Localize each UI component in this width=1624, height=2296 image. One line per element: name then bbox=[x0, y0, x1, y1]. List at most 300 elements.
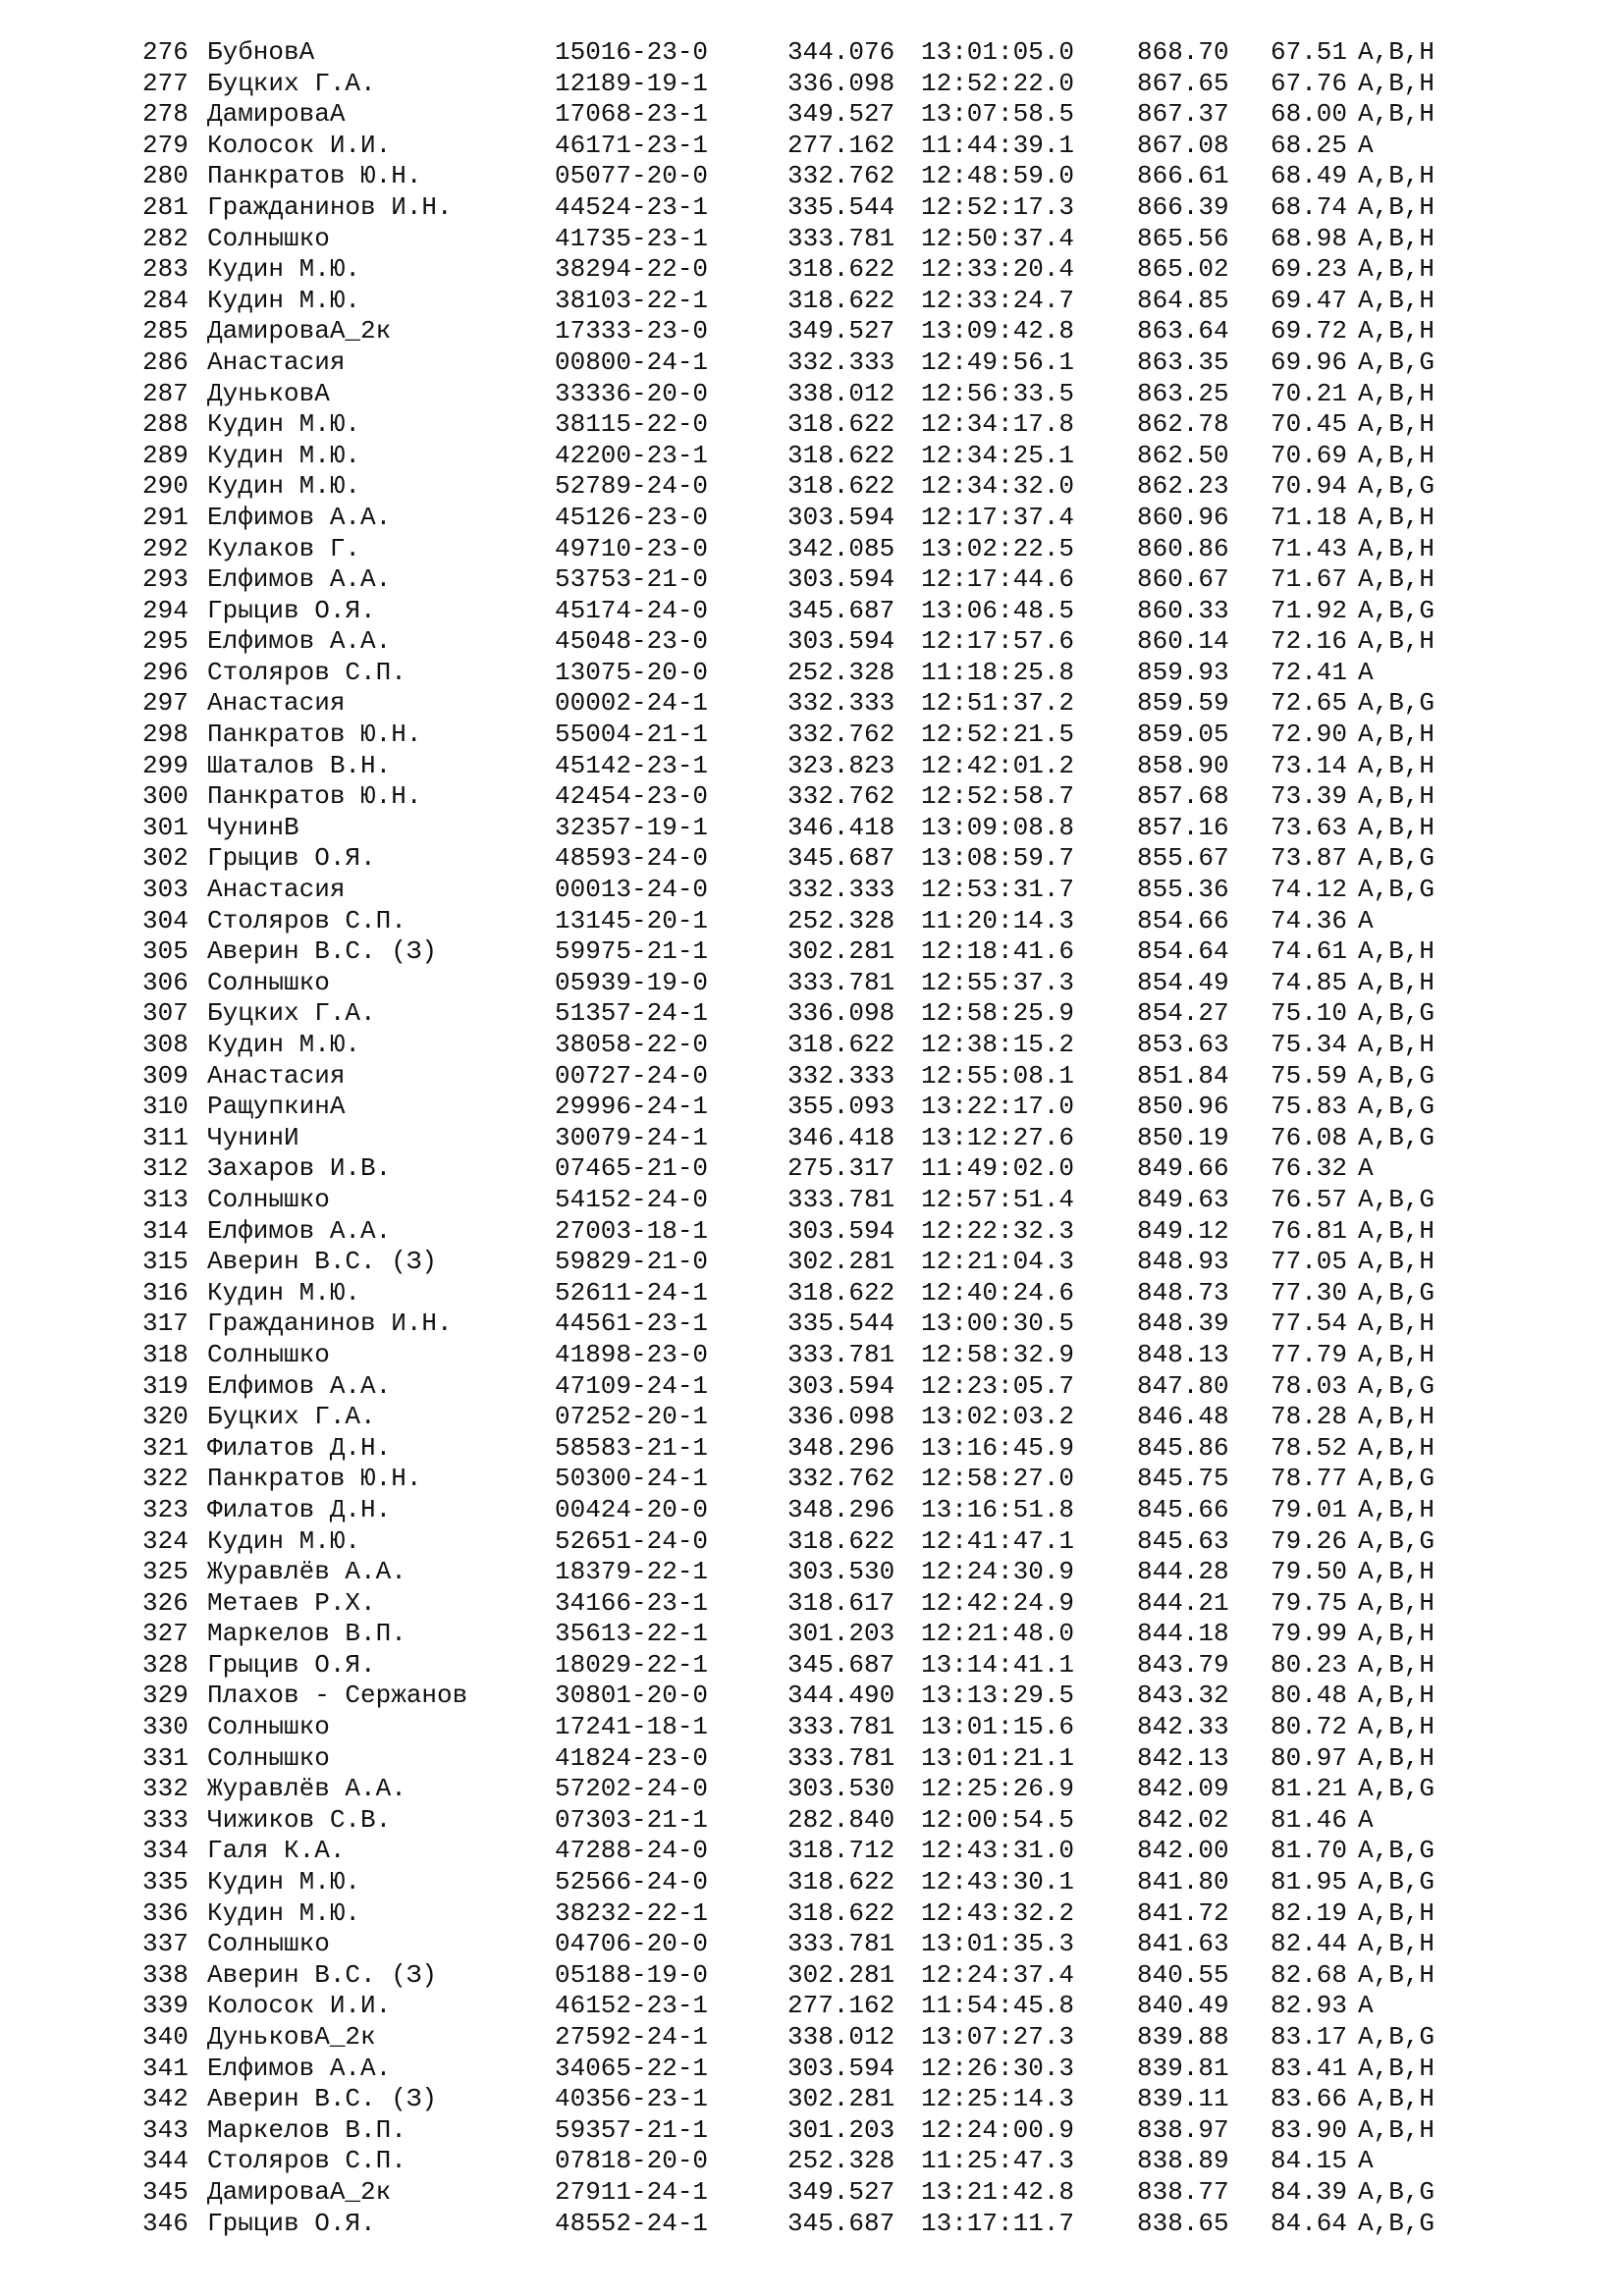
fancier-name-cell: Елфимов А.А. bbox=[207, 1215, 392, 1246]
ring-number-cell: 07818-20-0 bbox=[555, 2146, 709, 2176]
speed-cell: 840.49 bbox=[1137, 1991, 1229, 2021]
table-row bbox=[0, 224, 1624, 255]
distance-cell: 318.622 bbox=[787, 1277, 895, 1308]
arrival-time-cell: 13:22:17.0 bbox=[921, 1092, 1075, 1122]
arrival-time-cell: 12:17:44.6 bbox=[921, 564, 1075, 595]
ring-number-cell: 49710-23-0 bbox=[555, 533, 709, 563]
ring-number-cell: 38294-22-0 bbox=[555, 254, 709, 285]
ring-number-cell: 44524-23-1 bbox=[555, 191, 709, 222]
table-row bbox=[0, 1278, 1624, 1309]
category-flags-cell: A,B,H bbox=[1358, 99, 1435, 130]
rank-cell: 339 bbox=[142, 1991, 189, 2021]
ring-number-cell: 04706-20-0 bbox=[555, 1929, 709, 1959]
arrival-time-cell: 11:20:14.3 bbox=[921, 905, 1075, 935]
rank-cell: 319 bbox=[142, 1370, 189, 1401]
distance-cell: 303.594 bbox=[787, 1370, 895, 1401]
fancier-name-cell: Аверин В.С. (З) bbox=[207, 936, 438, 967]
distance-cell: 303.530 bbox=[787, 1557, 895, 1587]
rank-cell: 337 bbox=[142, 1929, 189, 1959]
table-row bbox=[0, 1526, 1624, 1558]
fancier-name-cell: Панкратов Ю.Н. bbox=[207, 720, 422, 750]
rank-cell: 300 bbox=[142, 781, 189, 812]
distance-cell: 318.617 bbox=[787, 1587, 895, 1618]
fancier-name-cell: Грыцив О.Я. bbox=[207, 595, 376, 625]
speed-cell: 838.89 bbox=[1137, 2146, 1229, 2176]
arrival-time-cell: 13:08:59.7 bbox=[921, 843, 1075, 874]
arrival-time-cell: 13:01:05.0 bbox=[921, 37, 1075, 67]
arrival-time-cell: 12:42:24.9 bbox=[921, 1587, 1075, 1618]
arrival-time-cell: 11:49:02.0 bbox=[921, 1153, 1075, 1184]
points-cell: 74.61 bbox=[1271, 936, 1348, 967]
speed-cell: 864.85 bbox=[1137, 285, 1229, 315]
table-row bbox=[0, 1650, 1624, 1682]
arrival-time-cell: 12:24:30.9 bbox=[921, 1557, 1075, 1587]
fancier-name-cell: Елфимов А.А. bbox=[207, 626, 392, 657]
table-row bbox=[0, 1371, 1624, 1403]
ring-number-cell: 30079-24-1 bbox=[555, 1122, 709, 1152]
speed-cell: 839.88 bbox=[1137, 2022, 1229, 2052]
rank-cell: 331 bbox=[142, 1742, 189, 1773]
fancier-name-cell: Анастасия bbox=[207, 688, 346, 719]
category-flags-cell: A,B,H bbox=[1358, 720, 1435, 750]
points-cell: 83.17 bbox=[1271, 2022, 1348, 2052]
distance-cell: 318.622 bbox=[787, 1867, 895, 1897]
arrival-time-cell: 12:21:48.0 bbox=[921, 1619, 1075, 1649]
points-cell: 84.39 bbox=[1271, 2176, 1348, 2207]
table-row bbox=[0, 1743, 1624, 1775]
arrival-time-cell: 13:06:48.5 bbox=[921, 595, 1075, 625]
table-row bbox=[0, 534, 1624, 565]
rank-cell: 326 bbox=[142, 1587, 189, 1618]
distance-cell: 301.203 bbox=[787, 2114, 895, 2145]
speed-cell: 845.66 bbox=[1137, 1494, 1229, 1524]
ring-number-cell: 05077-20-0 bbox=[555, 161, 709, 191]
category-flags-cell: A,B,H bbox=[1358, 1557, 1435, 1587]
category-flags-cell: A,B,G bbox=[1358, 875, 1435, 905]
rank-cell: 336 bbox=[142, 1897, 189, 1928]
points-cell: 68.49 bbox=[1271, 161, 1348, 191]
speed-cell: 857.68 bbox=[1137, 781, 1229, 812]
category-flags-cell: A,B,G bbox=[1358, 1464, 1435, 1494]
points-cell: 69.47 bbox=[1271, 285, 1348, 315]
ring-number-cell: 27003-18-1 bbox=[555, 1215, 709, 1246]
arrival-time-cell: 12:48:59.0 bbox=[921, 161, 1075, 191]
fancier-name-cell: БубновА bbox=[207, 37, 315, 67]
table-row bbox=[0, 1153, 1624, 1185]
speed-cell: 860.67 bbox=[1137, 564, 1229, 595]
points-cell: 71.43 bbox=[1271, 533, 1348, 563]
distance-cell: 345.687 bbox=[787, 595, 895, 625]
points-cell: 75.59 bbox=[1271, 1060, 1348, 1091]
fancier-name-cell: Столяров С.П. bbox=[207, 905, 406, 935]
speed-cell: 867.65 bbox=[1137, 68, 1229, 98]
speed-cell: 841.72 bbox=[1137, 1897, 1229, 1928]
fancier-name-cell: Метаев Р.Х. bbox=[207, 1587, 376, 1618]
category-flags-cell: A,B,G bbox=[1358, 1867, 1435, 1897]
points-cell: 83.66 bbox=[1271, 2084, 1348, 2114]
table-row bbox=[0, 1061, 1624, 1093]
table-row bbox=[0, 1619, 1624, 1650]
points-cell: 79.75 bbox=[1271, 1587, 1348, 1618]
points-cell: 73.87 bbox=[1271, 843, 1348, 874]
fancier-name-cell: ДамироваА_2к bbox=[207, 2176, 392, 2207]
points-cell: 74.36 bbox=[1271, 905, 1348, 935]
table-row bbox=[0, 254, 1624, 286]
ring-number-cell: 52651-24-0 bbox=[555, 1525, 709, 1556]
distance-cell: 348.296 bbox=[787, 1432, 895, 1463]
ring-number-cell: 05188-19-0 bbox=[555, 1959, 709, 1990]
distance-cell: 333.781 bbox=[787, 967, 895, 997]
speed-cell: 854.49 bbox=[1137, 967, 1229, 997]
fancier-name-cell: Елфимов А.А. bbox=[207, 2053, 392, 2083]
ring-number-cell: 38103-22-1 bbox=[555, 285, 709, 315]
distance-cell: 336.098 bbox=[787, 998, 895, 1029]
ring-number-cell: 47109-24-1 bbox=[555, 1370, 709, 1401]
arrival-time-cell: 12:49:56.1 bbox=[921, 347, 1075, 377]
arrival-time-cell: 12:52:17.3 bbox=[921, 191, 1075, 222]
ring-number-cell: 07465-21-0 bbox=[555, 1153, 709, 1184]
points-cell: 74.85 bbox=[1271, 967, 1348, 997]
rank-cell: 302 bbox=[142, 843, 189, 874]
speed-cell: 860.86 bbox=[1137, 533, 1229, 563]
ring-number-cell: 30801-20-0 bbox=[555, 1681, 709, 1711]
rank-cell: 309 bbox=[142, 1060, 189, 1091]
fancier-name-cell: Столяров С.П. bbox=[207, 2146, 406, 2176]
points-cell: 80.48 bbox=[1271, 1681, 1348, 1711]
points-cell: 84.15 bbox=[1271, 2146, 1348, 2176]
arrival-time-cell: 12:25:26.9 bbox=[921, 1774, 1075, 1804]
points-cell: 79.50 bbox=[1271, 1557, 1348, 1587]
rank-cell: 299 bbox=[142, 750, 189, 780]
ring-number-cell: 18379-22-1 bbox=[555, 1557, 709, 1587]
category-flags-cell: A,B,G bbox=[1358, 1184, 1435, 1214]
table-row bbox=[0, 316, 1624, 347]
table-row bbox=[0, 37, 1624, 69]
speed-cell: 855.36 bbox=[1137, 875, 1229, 905]
rank-cell: 332 bbox=[142, 1774, 189, 1804]
speed-cell: 845.86 bbox=[1137, 1432, 1229, 1463]
rank-cell: 298 bbox=[142, 720, 189, 750]
distance-cell: 252.328 bbox=[787, 657, 895, 687]
category-flags-cell: A,B,G bbox=[1358, 688, 1435, 719]
table-row bbox=[0, 192, 1624, 224]
fancier-name-cell: ДуньковА bbox=[207, 378, 330, 408]
ring-number-cell: 50300-24-1 bbox=[555, 1464, 709, 1494]
speed-cell: 853.63 bbox=[1137, 1030, 1229, 1059]
category-flags-cell: A,B,H bbox=[1358, 223, 1435, 253]
rank-cell: 307 bbox=[142, 998, 189, 1029]
table-row bbox=[0, 626, 1624, 658]
ring-number-cell: 48593-24-0 bbox=[555, 843, 709, 874]
ring-number-cell: 38232-22-1 bbox=[555, 1897, 709, 1928]
distance-cell: 333.781 bbox=[787, 1712, 895, 1742]
fancier-name-cell: Солнышко bbox=[207, 223, 330, 253]
speed-cell: 866.61 bbox=[1137, 161, 1229, 191]
table-row bbox=[0, 843, 1624, 875]
category-flags-cell: A,B,G bbox=[1358, 595, 1435, 625]
fancier-name-cell: Солнышко bbox=[207, 967, 330, 997]
category-flags-cell: A bbox=[1358, 1804, 1374, 1835]
fancier-name-cell: Солнышко bbox=[207, 1929, 330, 1959]
results-table bbox=[0, 37, 1624, 2239]
ring-number-cell: 27911-24-1 bbox=[555, 2176, 709, 2207]
category-flags-cell: A,B,H bbox=[1358, 440, 1435, 470]
distance-cell: 318.622 bbox=[787, 1897, 895, 1928]
ring-number-cell: 44561-23-1 bbox=[555, 1308, 709, 1339]
fancier-name-cell: Панкратов Ю.Н. bbox=[207, 1464, 422, 1494]
speed-cell: 842.09 bbox=[1137, 1774, 1229, 1804]
table-row bbox=[0, 1774, 1624, 1805]
arrival-time-cell: 12:25:14.3 bbox=[921, 2084, 1075, 2114]
distance-cell: 318.622 bbox=[787, 1030, 895, 1059]
category-flags-cell: A,B,H bbox=[1358, 1742, 1435, 1773]
arrival-time-cell: 12:43:32.2 bbox=[921, 1897, 1075, 1928]
category-flags-cell: A,B,H bbox=[1358, 1215, 1435, 1246]
arrival-time-cell: 12:41:47.1 bbox=[921, 1525, 1075, 1556]
speed-cell: 842.00 bbox=[1137, 1836, 1229, 1866]
fancier-name-cell: Кудин М.Ю. bbox=[207, 1030, 361, 1059]
ring-number-cell: 41735-23-1 bbox=[555, 223, 709, 253]
ring-number-cell: 35613-22-1 bbox=[555, 1619, 709, 1649]
category-flags-cell: A,B,H bbox=[1358, 1712, 1435, 1742]
rank-cell: 322 bbox=[142, 1464, 189, 1494]
speed-cell: 841.80 bbox=[1137, 1867, 1229, 1897]
rank-cell: 343 bbox=[142, 2114, 189, 2145]
category-flags-cell: A,B,G bbox=[1358, 2022, 1435, 2052]
arrival-time-cell: 13:16:51.8 bbox=[921, 1494, 1075, 1524]
speed-cell: 842.02 bbox=[1137, 1804, 1229, 1835]
points-cell: 84.64 bbox=[1271, 2208, 1348, 2238]
table-row bbox=[0, 1867, 1624, 1898]
fancier-name-cell: Анастасия bbox=[207, 875, 346, 905]
category-flags-cell: A,B,G bbox=[1358, 998, 1435, 1029]
points-cell: 68.00 bbox=[1271, 99, 1348, 130]
points-cell: 81.95 bbox=[1271, 1867, 1348, 1897]
ring-number-cell: 42454-23-0 bbox=[555, 781, 709, 812]
category-flags-cell: A,B,H bbox=[1358, 285, 1435, 315]
ring-number-cell: 07303-21-1 bbox=[555, 1804, 709, 1835]
distance-cell: 349.527 bbox=[787, 2176, 895, 2207]
arrival-time-cell: 12:17:37.4 bbox=[921, 502, 1075, 532]
arrival-time-cell: 11:44:39.1 bbox=[921, 130, 1075, 160]
category-flags-cell: A,B,G bbox=[1358, 347, 1435, 377]
category-flags-cell: A bbox=[1358, 130, 1374, 160]
speed-cell: 844.18 bbox=[1137, 1619, 1229, 1649]
rank-cell: 306 bbox=[142, 967, 189, 997]
table-row bbox=[0, 1681, 1624, 1712]
points-cell: 69.96 bbox=[1271, 347, 1348, 377]
distance-cell: 333.781 bbox=[787, 1339, 895, 1369]
points-cell: 72.41 bbox=[1271, 657, 1348, 687]
speed-cell: 863.25 bbox=[1137, 378, 1229, 408]
rank-cell: 312 bbox=[142, 1153, 189, 1184]
fancier-name-cell: Солнышко bbox=[207, 1742, 330, 1773]
arrival-time-cell: 13:07:58.5 bbox=[921, 99, 1075, 130]
ring-number-cell: 41898-23-0 bbox=[555, 1339, 709, 1369]
speed-cell: 846.48 bbox=[1137, 1402, 1229, 1432]
table-row bbox=[0, 1557, 1624, 1588]
points-cell: 79.26 bbox=[1271, 1525, 1348, 1556]
points-cell: 81.70 bbox=[1271, 1836, 1348, 1866]
arrival-time-cell: 12:42:01.2 bbox=[921, 750, 1075, 780]
ring-number-cell: 17333-23-0 bbox=[555, 316, 709, 347]
table-row bbox=[0, 347, 1624, 379]
category-flags-cell: A,B,H bbox=[1358, 781, 1435, 812]
arrival-time-cell: 11:18:25.8 bbox=[921, 657, 1075, 687]
category-flags-cell: A,B,H bbox=[1358, 1929, 1435, 1959]
rank-cell: 321 bbox=[142, 1432, 189, 1463]
table-row bbox=[0, 1123, 1624, 1154]
rank-cell: 296 bbox=[142, 657, 189, 687]
table-row bbox=[0, 688, 1624, 720]
arrival-time-cell: 12:58:32.9 bbox=[921, 1339, 1075, 1369]
rank-cell: 295 bbox=[142, 626, 189, 657]
distance-cell: 282.840 bbox=[787, 1804, 895, 1835]
fancier-name-cell: Грыцив О.Я. bbox=[207, 2208, 376, 2238]
fancier-name-cell: Гражданинов И.Н. bbox=[207, 1308, 453, 1339]
ring-number-cell: 00002-24-1 bbox=[555, 688, 709, 719]
table-row bbox=[0, 379, 1624, 410]
arrival-time-cell: 12:56:33.5 bbox=[921, 378, 1075, 408]
table-row bbox=[0, 409, 1624, 441]
rank-cell: 293 bbox=[142, 564, 189, 595]
rank-cell: 283 bbox=[142, 254, 189, 285]
speed-cell: 845.63 bbox=[1137, 1525, 1229, 1556]
ring-number-cell: 52566-24-0 bbox=[555, 1867, 709, 1897]
speed-cell: 858.90 bbox=[1137, 750, 1229, 780]
speed-cell: 859.59 bbox=[1137, 688, 1229, 719]
distance-cell: 333.781 bbox=[787, 1742, 895, 1773]
distance-cell: 252.328 bbox=[787, 2146, 895, 2176]
distance-cell: 345.687 bbox=[787, 2208, 895, 2238]
table-row bbox=[0, 564, 1624, 596]
table-row bbox=[0, 1960, 1624, 1992]
points-cell: 70.21 bbox=[1271, 378, 1348, 408]
points-cell: 72.16 bbox=[1271, 626, 1348, 657]
fancier-name-cell: ДамироваА bbox=[207, 99, 346, 130]
speed-cell: 850.19 bbox=[1137, 1122, 1229, 1152]
ring-number-cell: 47288-24-0 bbox=[555, 1836, 709, 1866]
table-row bbox=[0, 2054, 1624, 2085]
points-cell: 77.54 bbox=[1271, 1308, 1348, 1339]
category-flags-cell: A,B,H bbox=[1358, 812, 1435, 842]
rank-cell: 344 bbox=[142, 2146, 189, 2176]
category-flags-cell: A,B,G bbox=[1358, 1836, 1435, 1866]
arrival-time-cell: 12:52:21.5 bbox=[921, 720, 1075, 750]
speed-cell: 849.63 bbox=[1137, 1184, 1229, 1214]
fancier-name-cell: Солнышко bbox=[207, 1339, 330, 1369]
category-flags-cell: A,B,H bbox=[1358, 161, 1435, 191]
arrival-time-cell: 13:21:42.8 bbox=[921, 2176, 1075, 2207]
fancier-name-cell: ДуньковА_2к bbox=[207, 2022, 376, 2052]
speed-cell: 868.70 bbox=[1137, 37, 1229, 67]
category-flags-cell: A bbox=[1358, 657, 1374, 687]
category-flags-cell: A,B,H bbox=[1358, 378, 1435, 408]
fancier-name-cell: Плахов - Сержанов bbox=[207, 1681, 468, 1711]
rank-cell: 324 bbox=[142, 1525, 189, 1556]
table-row bbox=[0, 1898, 1624, 1930]
rank-cell: 341 bbox=[142, 2053, 189, 2083]
table-row bbox=[0, 69, 1624, 100]
arrival-time-cell: 12:55:37.3 bbox=[921, 967, 1075, 997]
distance-cell: 318.622 bbox=[787, 409, 895, 440]
distance-cell: 301.203 bbox=[787, 1619, 895, 1649]
table-row bbox=[0, 906, 1624, 937]
speed-cell: 854.64 bbox=[1137, 936, 1229, 967]
distance-cell: 275.317 bbox=[787, 1153, 895, 1184]
speed-cell: 860.14 bbox=[1137, 626, 1229, 657]
fancier-name-cell: Захаров И.В. bbox=[207, 1153, 392, 1184]
fancier-name-cell: Журавлёв А.А. bbox=[207, 1557, 406, 1587]
ring-number-cell: 45048-23-0 bbox=[555, 626, 709, 657]
distance-cell: 332.762 bbox=[787, 161, 895, 191]
arrival-time-cell: 12:18:41.6 bbox=[921, 936, 1075, 967]
points-cell: 82.93 bbox=[1271, 1991, 1348, 2021]
points-cell: 81.21 bbox=[1271, 1774, 1348, 1804]
rank-cell: 316 bbox=[142, 1277, 189, 1308]
category-flags-cell: A,B,H bbox=[1358, 2084, 1435, 2114]
rank-cell: 317 bbox=[142, 1308, 189, 1339]
ring-number-cell: 59357-21-1 bbox=[555, 2114, 709, 2145]
fancier-name-cell: Елфимов А.А. bbox=[207, 1370, 392, 1401]
distance-cell: 332.762 bbox=[787, 781, 895, 812]
fancier-name-cell: Солнышко bbox=[207, 1712, 330, 1742]
table-row bbox=[0, 1402, 1624, 1433]
fancier-name-cell: Журавлёв А.А. bbox=[207, 1774, 406, 1804]
speed-cell: 842.13 bbox=[1137, 1742, 1229, 1773]
arrival-time-cell: 12:33:24.7 bbox=[921, 285, 1075, 315]
points-cell: 68.74 bbox=[1271, 191, 1348, 222]
fancier-name-cell: Столяров С.П. bbox=[207, 657, 406, 687]
fancier-name-cell: Аверин В.С. (З) bbox=[207, 1959, 438, 1990]
distance-cell: 346.418 bbox=[787, 1122, 895, 1152]
distance-cell: 252.328 bbox=[787, 905, 895, 935]
rank-cell: 320 bbox=[142, 1402, 189, 1432]
table-row bbox=[0, 1247, 1624, 1278]
rank-cell: 291 bbox=[142, 502, 189, 532]
points-cell: 82.44 bbox=[1271, 1929, 1348, 1959]
distance-cell: 344.076 bbox=[787, 37, 895, 67]
rank-cell: 325 bbox=[142, 1557, 189, 1587]
table-row bbox=[0, 161, 1624, 192]
distance-cell: 303.594 bbox=[787, 564, 895, 595]
distance-cell: 345.687 bbox=[787, 843, 895, 874]
table-row bbox=[0, 1216, 1624, 1248]
arrival-time-cell: 13:09:42.8 bbox=[921, 316, 1075, 347]
category-flags-cell: A,B,G bbox=[1358, 843, 1435, 874]
speed-cell: 860.33 bbox=[1137, 595, 1229, 625]
ring-number-cell: 00424-20-0 bbox=[555, 1494, 709, 1524]
distance-cell: 302.281 bbox=[787, 1247, 895, 1277]
distance-cell: 344.490 bbox=[787, 1681, 895, 1711]
table-row bbox=[0, 2209, 1624, 2240]
fancier-name-cell: Буцких Г.А. bbox=[207, 1402, 376, 1432]
ring-number-cell: 45142-23-1 bbox=[555, 750, 709, 780]
distance-cell: 303.530 bbox=[787, 1774, 895, 1804]
table-row bbox=[0, 2177, 1624, 2209]
fancier-name-cell: Гражданинов И.Н. bbox=[207, 191, 453, 222]
fancier-name-cell: Кудин М.Ю. bbox=[207, 1277, 361, 1308]
rank-cell: 284 bbox=[142, 285, 189, 315]
distance-cell: 323.823 bbox=[787, 750, 895, 780]
category-flags-cell: A bbox=[1358, 2146, 1374, 2176]
distance-cell: 345.687 bbox=[787, 1649, 895, 1680]
speed-cell: 843.79 bbox=[1137, 1649, 1229, 1680]
fancier-name-cell: ЧунинВ bbox=[207, 812, 299, 842]
arrival-time-cell: 13:07:27.3 bbox=[921, 2022, 1075, 2052]
category-flags-cell: A,B,H bbox=[1358, 2114, 1435, 2145]
ring-number-cell: 34166-23-1 bbox=[555, 1587, 709, 1618]
